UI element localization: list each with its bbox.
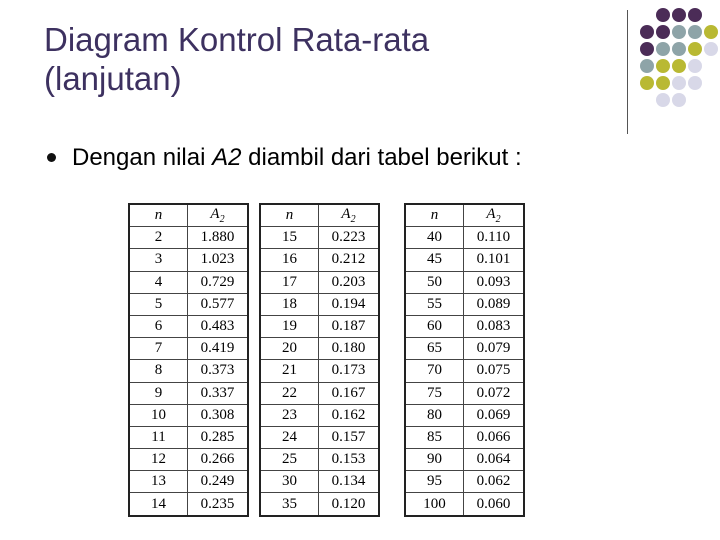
decorative-dot (704, 42, 718, 56)
table-row (130, 471, 248, 493)
decorative-dot (672, 25, 686, 39)
cell-a2: 0.060 (464, 493, 524, 515)
table-row (406, 293, 524, 315)
table-row (130, 382, 248, 404)
table-row (261, 315, 379, 337)
cell-a2: 0.079 (464, 338, 524, 360)
cell-a2: 0.075 (464, 360, 524, 382)
table-row (130, 426, 248, 448)
cell-a2: 0.157 (319, 426, 379, 448)
column-header-n: n (130, 205, 188, 227)
cell-a2: 0.180 (319, 338, 379, 360)
table-row (261, 382, 379, 404)
column-header-n: n (406, 205, 464, 227)
cell-n: 11 (130, 426, 188, 448)
decorative-dot (640, 59, 654, 73)
cell-a2: 0.187 (319, 315, 379, 337)
table-row (261, 493, 379, 515)
cell-a2: 0.167 (319, 382, 379, 404)
table-row (406, 271, 524, 293)
decorative-dot (640, 76, 654, 90)
column-header-a2: $A_2$ (464, 205, 524, 227)
cell-a2: 0.249 (188, 471, 248, 493)
decorative-dot (656, 25, 670, 39)
cell-n: 12 (130, 449, 188, 471)
cell-n: 24 (261, 426, 319, 448)
cell-n: 30 (261, 471, 319, 493)
decorative-dot (704, 25, 718, 39)
table-row (261, 449, 379, 471)
table-row (406, 315, 524, 337)
cell-a2: 0.153 (319, 449, 379, 471)
cell-n: 55 (406, 293, 464, 315)
decorative-dot (640, 42, 654, 56)
cell-a2: 0.120 (319, 493, 379, 515)
title-line-1: Diagram Kontrol Rata-rata (44, 21, 430, 58)
bullet-text (72, 141, 522, 175)
cell-n: 17 (261, 271, 319, 293)
decorative-dot (656, 93, 670, 107)
table-row (261, 271, 379, 293)
decorative-dot (656, 59, 670, 73)
table-row (406, 493, 524, 515)
decorative-dot (656, 42, 670, 56)
page-title (44, 20, 429, 98)
column-header-a2: $A_2$ (319, 205, 379, 227)
cell-a2: 0.337 (188, 382, 248, 404)
table-row (261, 404, 379, 426)
a2-table-3 (405, 204, 524, 516)
cell-a2: 0.223 (319, 227, 379, 249)
bullet-icon (47, 153, 56, 162)
decorative-dot (688, 8, 702, 22)
table-row (406, 382, 524, 404)
cell-a2: 0.066 (464, 426, 524, 448)
cell-a2: 0.729 (188, 271, 248, 293)
cell-n: 100 (406, 493, 464, 515)
cell-n: 22 (261, 382, 319, 404)
cell-a2: 0.212 (319, 249, 379, 271)
cell-n: 7 (130, 338, 188, 360)
cell-n: 50 (406, 271, 464, 293)
decorative-dot (688, 42, 702, 56)
table-row (406, 360, 524, 382)
cell-n: 2 (130, 227, 188, 249)
cell-n: 60 (406, 315, 464, 337)
cell-n: 95 (406, 471, 464, 493)
table-header-row (261, 205, 379, 227)
cell-a2: 0.089 (464, 293, 524, 315)
cell-a2: 0.235 (188, 493, 248, 515)
cell-n: 4 (130, 271, 188, 293)
cell-n: 85 (406, 426, 464, 448)
cell-n: 13 (130, 471, 188, 493)
cell-n: 45 (406, 249, 464, 271)
cell-a2: 0.308 (188, 404, 248, 426)
title-line-2: (lanjutan) (44, 60, 182, 97)
cell-n: 19 (261, 315, 319, 337)
table-row (406, 249, 524, 271)
decorative-dot (688, 59, 702, 73)
cell-a2: 0.483 (188, 315, 248, 337)
cell-n: 40 (406, 227, 464, 249)
table-header-row (130, 205, 248, 227)
cell-a2: 0.069 (464, 404, 524, 426)
cell-n: 21 (261, 360, 319, 382)
cell-n: 18 (261, 293, 319, 315)
divider-line (627, 10, 628, 134)
cell-a2: 0.285 (188, 426, 248, 448)
table-row (406, 227, 524, 249)
decorative-dot (672, 8, 686, 22)
table-row (261, 426, 379, 448)
table-row (130, 271, 248, 293)
cell-n: 70 (406, 360, 464, 382)
bullet-text-before: Dengan nilai (72, 144, 213, 171)
table-row (130, 293, 248, 315)
cell-n: 25 (261, 449, 319, 471)
cell-n: 14 (130, 493, 188, 515)
cell-a2: 0.419 (188, 338, 248, 360)
cell-a2: 0.093 (464, 271, 524, 293)
a2-table-1 (129, 204, 248, 516)
cell-n: 90 (406, 449, 464, 471)
cell-a2: 0.134 (319, 471, 379, 493)
decorative-dot (672, 93, 686, 107)
table-row (130, 493, 248, 515)
cell-n: 10 (130, 404, 188, 426)
cell-a2: 0.194 (319, 293, 379, 315)
cell-n: 23 (261, 404, 319, 426)
decorative-dot (656, 8, 670, 22)
cell-a2: 0.062 (464, 471, 524, 493)
decorative-dot (656, 76, 670, 90)
cell-n: 35 (261, 493, 319, 515)
decorative-dot (688, 25, 702, 39)
cell-a2: 0.373 (188, 360, 248, 382)
table-row (261, 293, 379, 315)
cell-n: 9 (130, 382, 188, 404)
table-row (261, 249, 379, 271)
cell-a2: 0.110 (464, 227, 524, 249)
column-header-n: n (261, 205, 319, 227)
decorative-dot (688, 76, 702, 90)
cell-a2: 0.101 (464, 249, 524, 271)
table-row (130, 404, 248, 426)
table-row (261, 360, 379, 382)
table-header-row (406, 205, 524, 227)
a2-table-2 (260, 204, 379, 516)
decorative-dot (672, 59, 686, 73)
cell-a2: 0.064 (464, 449, 524, 471)
column-header-a2: $A_2$ (188, 205, 248, 227)
table-row (130, 338, 248, 360)
bullet-text-after: diambil dari tabel berikut : (241, 144, 522, 171)
table-row (406, 449, 524, 471)
table-row (406, 404, 524, 426)
cell-n: 65 (406, 338, 464, 360)
table-row (406, 471, 524, 493)
table-row (130, 449, 248, 471)
cell-n: 16 (261, 249, 319, 271)
cell-a2: 0.162 (319, 404, 379, 426)
table-row (261, 338, 379, 360)
table-row (130, 315, 248, 337)
table-row (261, 471, 379, 493)
table-row (130, 360, 248, 382)
cell-n: 20 (261, 338, 319, 360)
cell-a2: 0.173 (319, 360, 379, 382)
cell-a2: 0.577 (188, 293, 248, 315)
cell-n: 75 (406, 382, 464, 404)
cell-n: 3 (130, 249, 188, 271)
decorative-dot (672, 76, 686, 90)
cell-a2: 0.072 (464, 382, 524, 404)
cell-n: 8 (130, 360, 188, 382)
table-row (406, 426, 524, 448)
decorative-dot-grid (640, 8, 720, 128)
bullet-text-variable: A2 (212, 144, 242, 171)
table-row (130, 249, 248, 271)
decorative-dot (640, 25, 654, 39)
table-row (130, 227, 248, 249)
cell-a2: 1.023 (188, 249, 248, 271)
cell-a2: 0.266 (188, 449, 248, 471)
cell-a2: 1.880 (188, 227, 248, 249)
table-row (406, 338, 524, 360)
cell-n: 15 (261, 227, 319, 249)
cell-n: 80 (406, 404, 464, 426)
table-row (261, 227, 379, 249)
cell-a2: 0.203 (319, 271, 379, 293)
cell-n: 5 (130, 293, 188, 315)
decorative-dot (672, 42, 686, 56)
cell-n: 6 (130, 315, 188, 337)
cell-a2: 0.083 (464, 315, 524, 337)
